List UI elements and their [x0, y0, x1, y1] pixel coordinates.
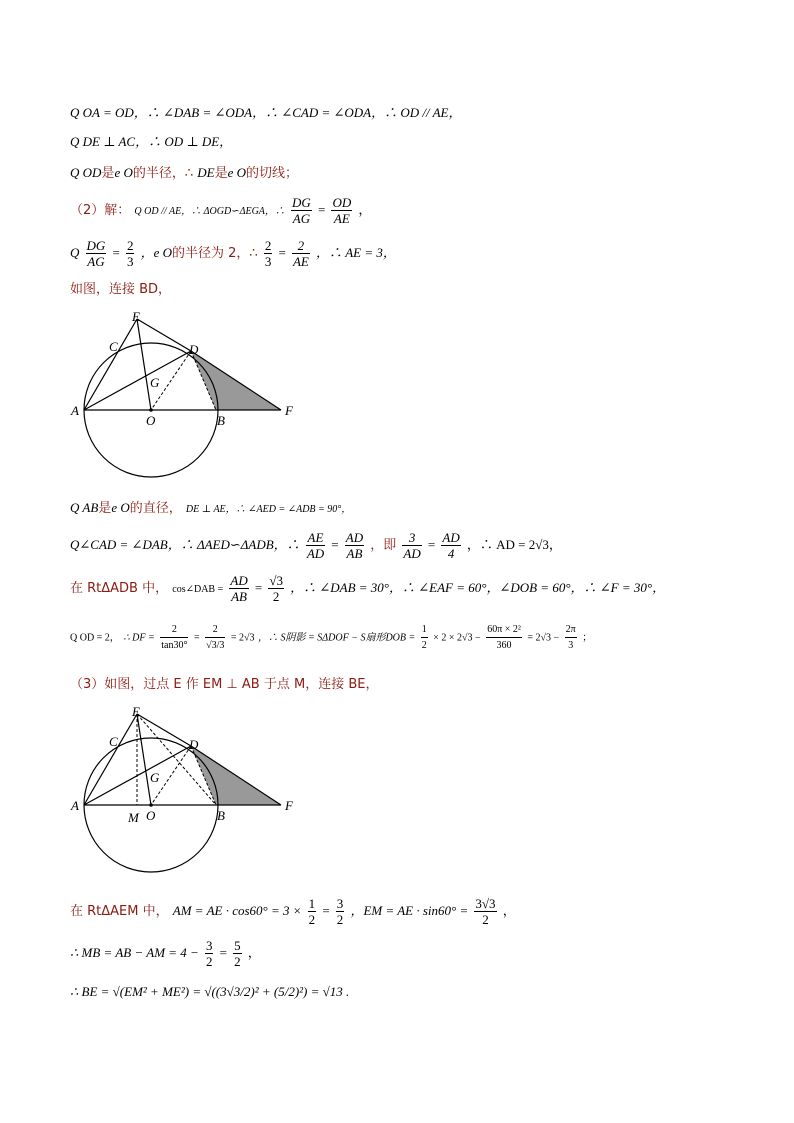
fraction-ad-ab: $\frac{AD}{AB}$	[345, 530, 364, 561]
label-o: O	[146, 413, 156, 428]
label-g: G	[150, 375, 160, 390]
proof-line-7: Q AB是e O的直径， DE ⊥ AE，∴ ∠AED = ∠ADB = 90°，	[70, 500, 352, 516]
label-f: F	[285, 403, 293, 418]
fraction-2-sqrt3over3: $\frac{2}{√3/3}$	[206, 624, 225, 651]
fraction-2-tan30: $\frac{2}{\tan 30^\circ}$	[161, 624, 188, 651]
part-2-heading: （2）解： Q OD // AE，∴ ΔOGD∽ΔEGA，∴ $\frac{DG}{AG}$ = $\frac{OD}{AE}$ ，	[70, 195, 372, 226]
fraction-2-ae: $\frac{2}{AE}$	[292, 238, 309, 269]
label-c: C	[109, 339, 118, 354]
label-a-2: A	[71, 798, 79, 813]
fraction-dg-ag-2: $\frac{DG}{AG}$	[86, 238, 106, 269]
fraction-2-3-b: $\frac{2}{3}$	[264, 238, 272, 269]
label-d-2: D	[189, 737, 199, 752]
proof-line-10: Q OD = 2， ∴ DF = $\frac{2}{\tan 30^\circ}$ = $\frac{2}{√3/3}$ = 2√3 ，∴ S阴影 = SΔDOF − S扇形DOB = $\frac{1}{2}$ × 2 × 2√3 − $\frac{\text{60π × 2²}}{360}$ = 2√3 − $\frac{2\pi}{3}$ ；	[70, 624, 593, 651]
label-o-2: O	[146, 808, 156, 823]
proof-line-8: Q∠CAD = ∠DAB，∴ ΔAED∽ΔADB，∴ $\frac{AE}{AD}$ = $\frac{AD}{AB}$ ，即 $\frac{3}{AD}$ = $\frac{AD}{4}$ ，∴ AD = 2√3，	[70, 530, 562, 561]
proof-line-3: Q OD是e O的半径，∴ DE是e O的切线；	[70, 165, 299, 181]
label-c-2: C	[109, 734, 118, 749]
proof-line-2: Q DE ⊥ AC，∴ OD ⊥ DE，	[70, 134, 233, 149]
proof-line-5: Q $\frac{DG}{AG}$ = $\frac{2}{3}$ ，e O的半径为 2，∴ $\frac{2}{3}$ = $\frac{2}{AE}$ ，∴ AE = 3，	[70, 238, 396, 269]
fraction-sector: $\frac{\text{60π × 2²}}{360}$	[487, 624, 521, 651]
geometry-figure-1	[66, 308, 306, 486]
fraction-1-2-b: $\frac{1}{2}$	[308, 896, 316, 927]
label-a: A	[71, 403, 79, 418]
fraction-3-ad: $\frac{3}{AD}$	[403, 530, 421, 561]
fraction-2-3: $\frac{2}{3}$	[126, 238, 134, 269]
fraction-1-2: $\frac{1}{2}$	[421, 624, 427, 651]
proof-line-1: Q OA = OD，∴ ∠DAB = ∠ODA，∴ ∠CAD = ∠ODA，∴ OD // AE，	[70, 105, 462, 120]
fraction-3-2: $\frac{3}{2}$	[336, 896, 344, 927]
fraction-ad-ab-2: $\frac{AD}{AB}$	[230, 573, 248, 604]
fraction-ad-4: $\frac{AD}{4}$	[442, 530, 460, 561]
part-3-heading: （3）如图，过点 E 作 EM ⊥ AB 于点 M，连接 BE，	[70, 677, 379, 692]
fraction-3-2-b: $\frac{3}{2}$	[205, 938, 213, 969]
proof-line-13: ∴ MB = AB − AM = 4 − $\frac{3}{2}$ = $\frac{5}{2}$ ，	[70, 938, 261, 969]
proof-line-12: 在 RtΔAEM 中， AM = AE · cos60° = 3 × $\frac{1}{2}$ = $\frac{3}{2}$ ，EM = AE · sin60° = $\frac{3√3}{2}$ ，	[70, 896, 516, 927]
proof-line-9: 在 RtΔADB 中， cos∠DAB = $\frac{AD}{AB}$ = $\frac{√3}{2}$ ，∴ ∠DAB = 30°，∴ ∠EAF = 60°，∠DOB = 60°，∴ ∠F = 30°，	[70, 573, 666, 604]
label-g-2: G	[150, 770, 160, 785]
label-e: E	[132, 309, 140, 324]
fraction-sqrt3-2: $\frac{√3}{2}$	[269, 573, 283, 604]
fraction-od-ae: $\frac{OD}{AE}$	[332, 195, 352, 226]
proof-line-14: ∴ BE = √(EM² + ME²) = √((3√3/2)² + (5/2)²) = √13 .	[70, 984, 350, 999]
label-f-2: F	[285, 798, 293, 813]
fraction-2pi-3: $\frac{2\pi}{3}$	[565, 624, 576, 651]
label-d: D	[189, 342, 199, 357]
fraction-dg-ag: $\frac{DG}{AG}$	[292, 195, 311, 226]
label-m-2: M	[128, 810, 139, 825]
fraction-ae-ad: $\frac{AE}{AD}$	[306, 530, 325, 561]
proof-line-6: 如图，连接 BD，	[70, 282, 172, 297]
fraction-5-2: $\frac{5}{2}$	[234, 938, 241, 969]
label-b: B	[217, 413, 225, 428]
label-e-2: E	[132, 704, 140, 719]
fraction-3sqrt3-2: $\frac{3√3}{2}$	[475, 896, 496, 927]
label-b-2: B	[217, 808, 225, 823]
geometry-figure-2	[66, 703, 306, 881]
